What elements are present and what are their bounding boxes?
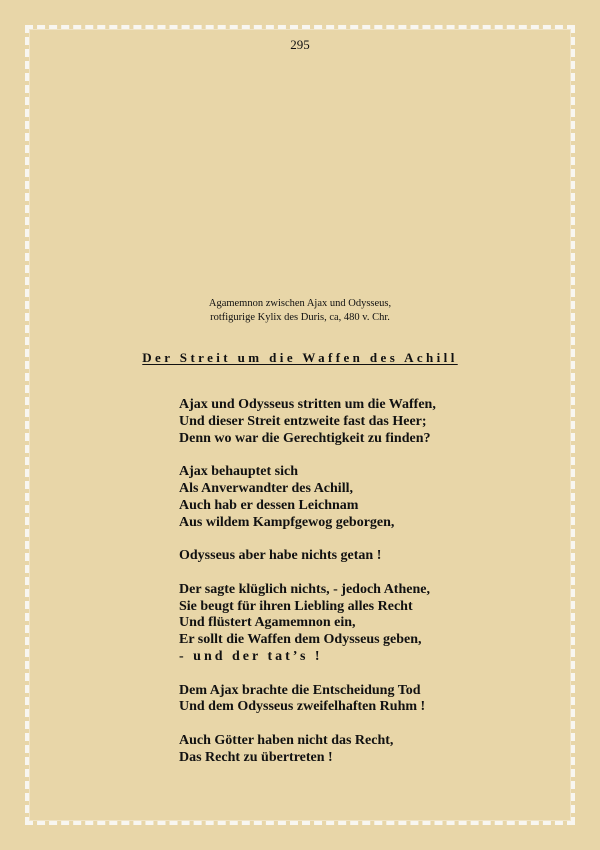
- image-caption: [0, 297, 600, 325]
- poem-line: Er sollt die Waffen dem Odysseus geben,: [179, 632, 422, 648]
- poem-line: Und dieser Streit entzweite fast das Heer;: [179, 413, 427, 429]
- poem-body: [179, 397, 436, 767]
- poem-line: Und flüstert Agamemnon ein,: [179, 615, 356, 631]
- poem-line: Ajax und Odysseus stritten um die Waffen,: [179, 397, 436, 412]
- poem-line: Auch hab er dessen Leichnam: [179, 497, 359, 513]
- stanza-4: [179, 582, 436, 666]
- poem-line: Sie beugt für ihren Liebling alles Recht: [179, 598, 413, 614]
- stanza-3: [179, 548, 436, 565]
- page-number: 295: [290, 37, 310, 52]
- caption-line-1: Agamemnon zwischen Ajax und Odysseus,: [208, 298, 392, 309]
- poem-line: Das Recht zu übertreten !: [179, 749, 333, 765]
- caption-line-2: rotfigurige Kylix des Duris, ca, 480 v. Chr.: [210, 312, 390, 323]
- poem-line: Und dem Odysseus zweifelhaften Ruhm !: [179, 699, 426, 715]
- stanza-2: [179, 464, 436, 531]
- poem-line: Als Anverwandter des Achill,: [179, 480, 353, 496]
- poem-line: Aus wildem Kampfgewog geborgen,: [179, 514, 395, 530]
- poem-line: Dem Ajax brachte die Entscheidung Tod: [179, 682, 421, 698]
- stanza-5: [179, 683, 436, 717]
- stanza-1: [179, 397, 436, 447]
- stanza-6: [179, 733, 436, 767]
- poem-line: Der sagte klüglich nichts, - jedoch Athene,: [179, 581, 430, 597]
- poem-line: Odysseus aber habe nichts getan !: [179, 548, 382, 564]
- poem-line: Ajax behauptet sich: [179, 464, 299, 480]
- poem-line: Auch Götter haben nicht das Recht,: [179, 732, 394, 748]
- poem-title-text: Der Streit um die Waffen des Achill: [142, 350, 458, 365]
- poem-line: Denn wo war die Gerechtigkeit zu finden?: [179, 430, 431, 446]
- poem-title: [0, 350, 600, 366]
- poem-line: - und der tat’s !: [179, 648, 323, 664]
